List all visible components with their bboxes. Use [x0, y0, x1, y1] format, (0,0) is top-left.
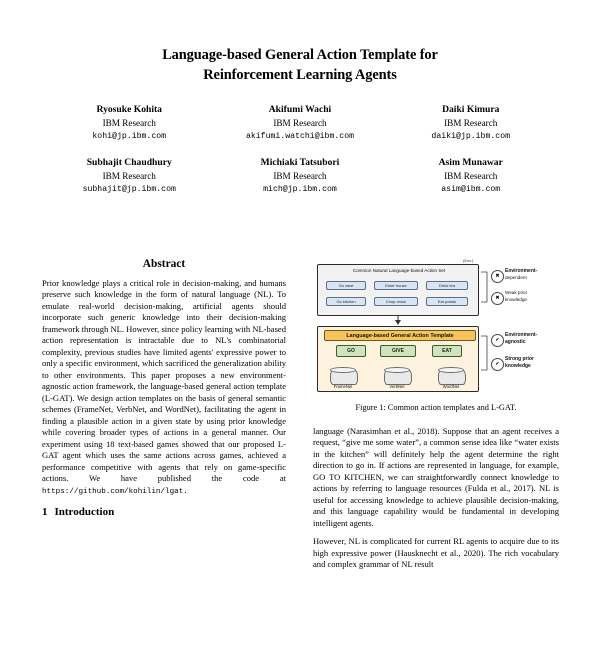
author-row — [44, 104, 556, 143]
figure-right-label-sub: dependent — [505, 275, 527, 280]
author-cell — [386, 157, 556, 196]
author-cell — [386, 104, 556, 143]
figure-right-label-sub: knowledge — [505, 297, 527, 302]
author-name: Daiki Kimura — [442, 103, 500, 115]
page-title — [70, 46, 530, 86]
figure-right-label-title: Strong prior — [505, 356, 534, 362]
database-icon — [330, 367, 356, 384]
figure-right-label-sub: agnostic — [505, 339, 526, 345]
cross-badge-icon: ✖ — [491, 292, 504, 305]
author-cell — [215, 157, 385, 196]
cross-badge-icon: ✖ — [491, 270, 504, 283]
left-column — [42, 258, 286, 518]
author-name: Michiaki Tatsubori — [260, 157, 340, 169]
author-affiliation: IBM Research — [102, 171, 156, 182]
figure-bottom-panel — [317, 326, 479, 392]
figure-right-label-title: Environment- — [505, 332, 538, 338]
author-email[interactable]: subhajit@jp.ibm.com — [82, 185, 176, 195]
right-column-paragraph-2: However, NL is complicated for current RL agents to acquire due to its high expressive power (Hausknecht et al., 2020). The rich vocabulary and complex grammar of NL result — [313, 536, 559, 570]
abstract-heading: Abstract — [142, 258, 186, 270]
figure-bottom-panel-title: Language-based General Action Template — [324, 330, 476, 341]
figure-top-panel — [317, 264, 479, 316]
section-intro-heading — [42, 506, 286, 518]
figure-1 — [313, 258, 559, 414]
right-column-paragraph-1: language (Narasimhan et al., 2018). Suppose that an agent receives a request, “give me some water”, a common sense idea like “water exists in the kitchen” will definitely help the agent determine the right direction to go in. If actions are represented in language, for example, GO TO KITCHEN, we can straightforwardly connect knowledge to actions by referring to language resources (Fulda et al., 2017). NL is useful for accessing knowledge to achieve plausible decision-making, and this language capability would be fundamental in developing intelligent agents. — [313, 425, 559, 528]
author-name: Ryosuke Kohita — [96, 103, 162, 115]
author-cell — [44, 104, 214, 143]
author-list — [44, 104, 556, 196]
gat-chip-go: GO — [336, 345, 366, 357]
author-email[interactable]: daiki@jp.ibm.com — [431, 131, 511, 141]
check-badge-icon: ✔ — [491, 334, 504, 347]
database-label: FrameNet — [333, 384, 353, 389]
author-email[interactable]: asim@ibm.com — [441, 185, 501, 195]
abstract-text — [42, 278, 286, 497]
author-cell — [215, 104, 385, 143]
author-email[interactable]: kohi@jp.ibm.com — [92, 131, 167, 141]
action-chip: Go west — [326, 281, 366, 290]
action-chip: Go kitchen — [326, 297, 366, 306]
database-icon — [384, 367, 410, 384]
figure-top-panel-title: Common Natural Language-based Action Set — [352, 268, 446, 273]
author-affiliation: IBM Research — [102, 117, 156, 128]
action-chip: Drink tea — [426, 281, 468, 290]
figure-right-label-title: Environment- — [505, 268, 538, 274]
author-email[interactable]: akifumi.watchi@ibm.com — [245, 131, 355, 141]
author-affiliation: IBM Research — [444, 117, 498, 128]
figure-right-label-sub: knowledge — [505, 363, 531, 369]
abstract-body: Prior knowledge plays a critical role in decision-making, and humans preserve such knowledge in the form of natural language (NL). To emulate real-world decision-making, artificial agents should incorporate such generic knowledge into their decision-making framework through NL. However, since policy learning with NL-based action representation is intractable due to NL's combinatorial complexity, previous studies have limited agents' expressive power to only a specific environment, which sacrificed the generalization ability to other environments. This paper proposes a new environment-agnostic action framework, the language-based general action template (L-GAT). We design action templates on the basis of general semantic schemes (FrameNet, VerbNet, and WordNet), facilitating the agent in finding a plausible action in a given state by using prior knowledge while covering broader types of actions in a general manner. Our experiment using 18 text-based games showed that our proposed L-GAT agent which uses the same actions across games, achieved a performance competitive with agents that rely on game-specific actions. We have published the code at — [42, 278, 286, 484]
check-badge-icon: ✔ — [491, 358, 504, 371]
page-title-line1: Language-based General Action Template for — [162, 47, 438, 63]
author-row — [44, 157, 556, 196]
author-name: Asim Munawar — [438, 157, 503, 169]
figure-env-note: (Env.) — [463, 258, 474, 263]
author-name: Akifumi Wachi — [268, 103, 332, 115]
title-block — [70, 46, 530, 86]
paper-page — [0, 46, 600, 646]
figure-right-label-title: Weak prior — [505, 290, 528, 295]
author-affiliation: IBM Research — [273, 171, 327, 182]
figure-caption: Figure 1: Common action templates and L-GAT. — [355, 403, 517, 412]
author-email[interactable]: mich@jp.ibm.com — [263, 185, 337, 195]
section-intro-title: Introduction — [54, 505, 115, 518]
author-affiliation: IBM Research — [444, 171, 498, 182]
database-label: WordNet — [442, 384, 460, 389]
figure-canvas — [313, 258, 559, 396]
author-cell — [44, 157, 214, 196]
section-intro-number: 1 — [42, 505, 48, 518]
action-chip: Eat potato — [426, 297, 468, 306]
gat-chip-give: GIVE — [380, 345, 416, 357]
abstract-code-link[interactable]: https://github.com/kohilin/lgat. — [42, 487, 188, 496]
author-name: Subhajit Chaudhury — [86, 157, 172, 169]
gat-chip-eat: EAT — [432, 345, 462, 357]
action-chip: Enter house — [374, 281, 418, 290]
database-icon — [438, 367, 464, 384]
page-title-line2: Reinforcement Learning Agents — [203, 66, 397, 83]
action-chip: Chop onion — [374, 297, 418, 306]
right-column — [313, 258, 559, 571]
author-affiliation: IBM Research — [273, 117, 327, 128]
database-label: VerbNet — [389, 384, 405, 389]
